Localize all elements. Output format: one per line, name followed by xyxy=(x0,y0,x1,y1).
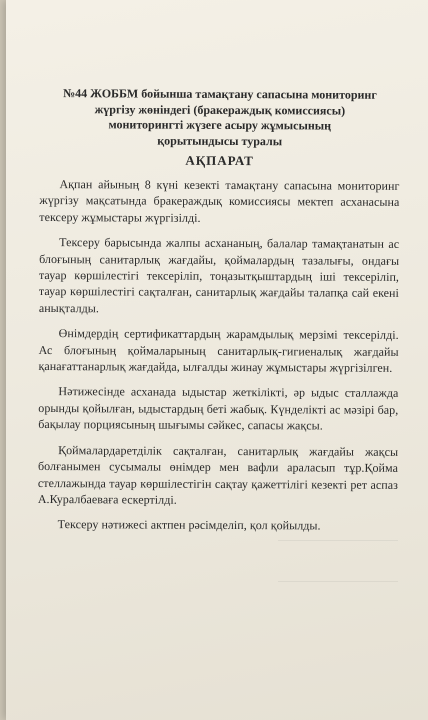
heading-line: №44 ЖОББМ бойынша тамақтану сапасына мониторинг xyxy=(63,86,377,102)
paragraph: Өнімдердің сертификаттардың жарамдылық мерзімі тексерілді. Ас блоғының қоймаларының санитарлық-гигиеналық жағдайы қанағаттанарлық жағдайда, ылғалды жинау жұмыстары жүргізілген. xyxy=(38,326,399,375)
heading-line: қорытындысы туралы xyxy=(157,133,283,148)
paragraph: Қоймалардаретділік сақталған, санитарлық жағдайы жақсы болғанымен сусымалы өнімдер мен вафли араласып тұр.Қойма стеллажында тауар көршілестігін сақтау қажеттілігі кезекті рет аспаз А.Куралбаеваға ескертілді. xyxy=(37,442,399,507)
document-type-title: АҚПАРАТ xyxy=(185,152,254,169)
document-body xyxy=(38,86,400,544)
paragraph: Тексеру нәтижесі актпен рәсімделіп, қол қойылды. xyxy=(57,517,321,533)
paragraph: Нәтижесінде асханада ыдыстар жеткілікті, әр ыдыс сталлажда орынды қойылған, ыдыстардың беті жабық. Күнделікті ас мәзірі бар, бақылау порциясының шығымы сәйкес, сапасы жақсы. xyxy=(38,384,399,433)
document-heading xyxy=(48,86,392,150)
heading-line: жүргізу жөніндегі (бракераждық комиссиясы) xyxy=(94,101,346,118)
show-through-shadow xyxy=(278,540,398,582)
paragraph: Ақпан айының 8 күні кезекті тамақтану сапасына мониторинг жүргізу мақсатында бракераждық комиссиясы мектеп асханасына тексеру жұмыстары жүргізілді. xyxy=(39,177,400,225)
paragraph: Тексеру барысында жалпы асхананың, балалар тамақтанатын ас блоғының санитарлық жағдайы, қоймалардың тазалығы, ондағы тауар көршілестігі тексеріліп, тоңазытқыштардың іші тексеріліп, тауар көршілестігі сақталған, санитарлық жағдайы талапқа сай екені анықталды. xyxy=(38,235,400,316)
paper-sheet xyxy=(6,0,428,720)
heading-line: мониторингті жүзеге асыру жұмысының xyxy=(108,117,332,133)
